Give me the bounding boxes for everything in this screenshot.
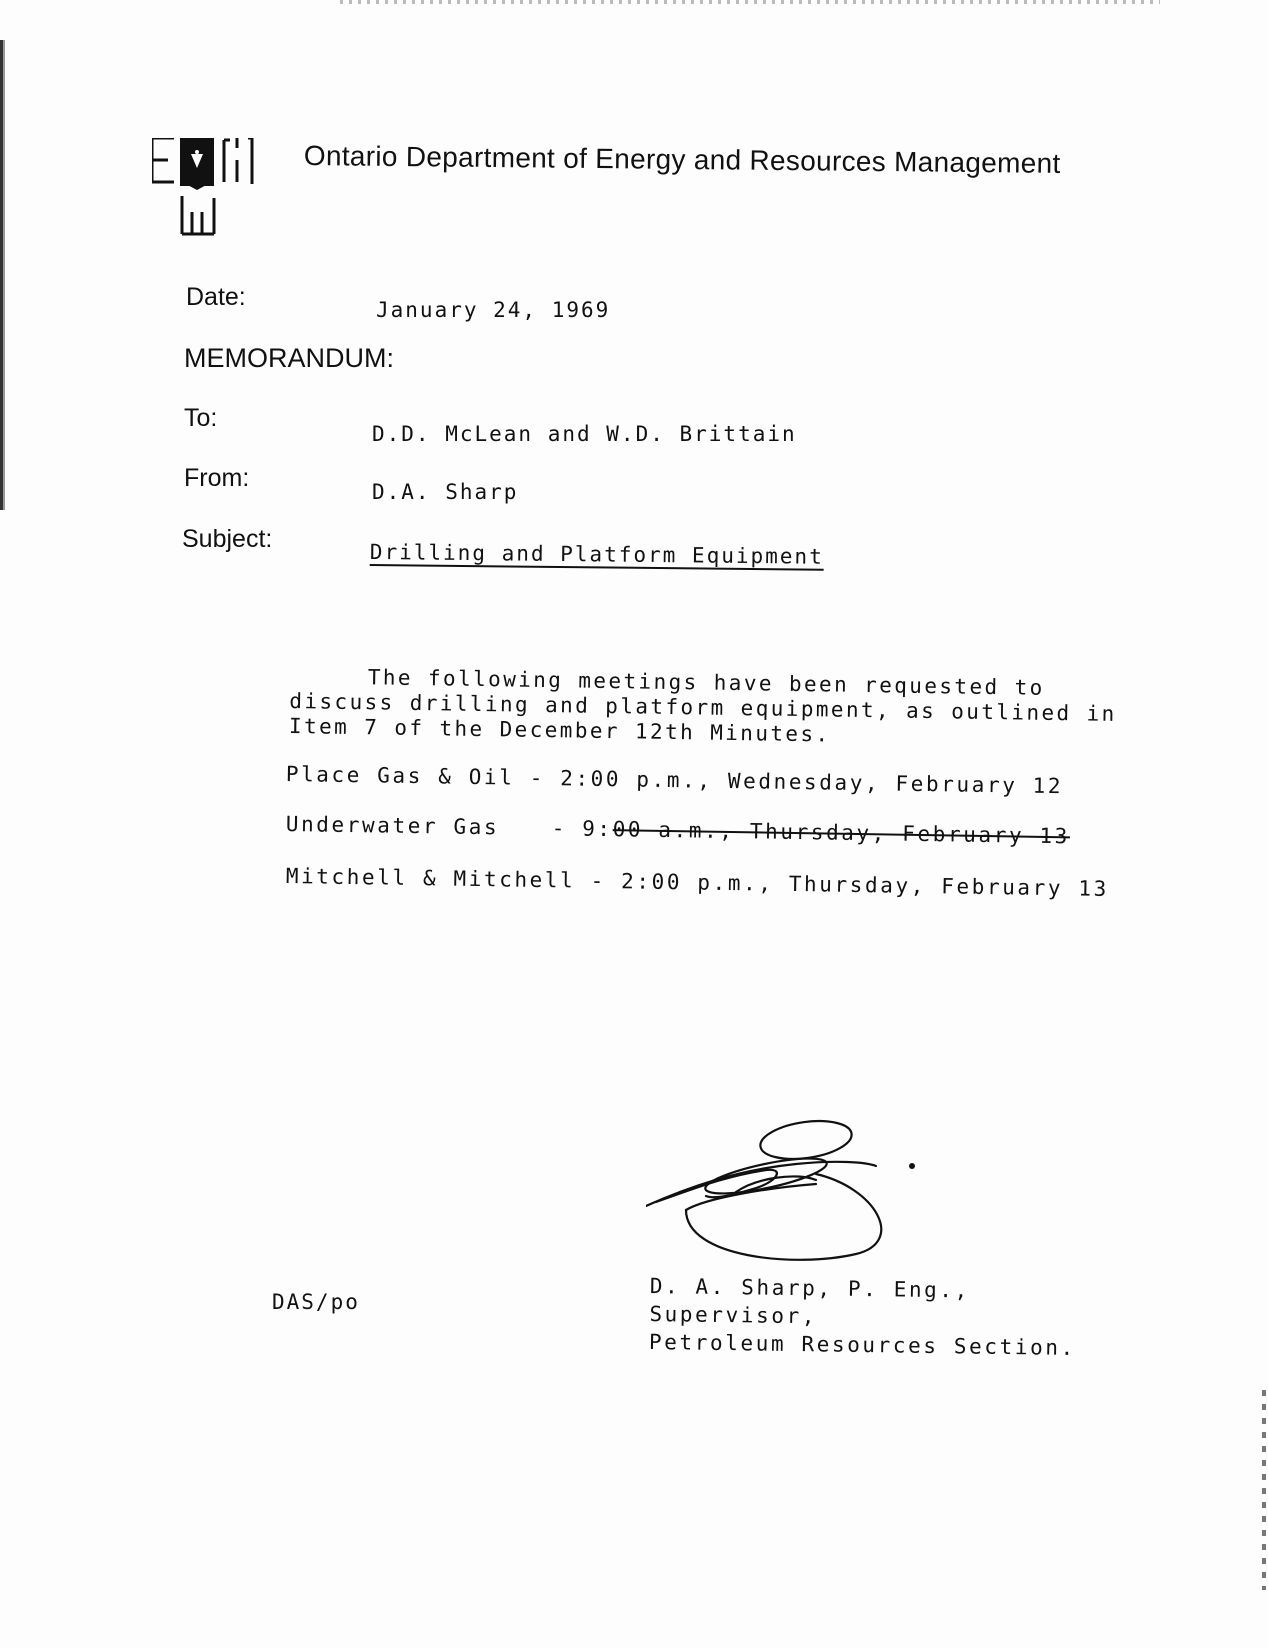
subject-label: Subject: [182,525,273,553]
department-name: Ontario Department of Energy and Resources Management [303,140,1061,179]
meeting-org: Place Gas & Oil [285,762,515,790]
to-value: D.D. McLean and W.D. Brittain [372,422,797,446]
date-label: Date: [186,283,246,311]
handwritten-signature-icon [646,1118,946,1278]
meeting-separator: - [529,765,546,791]
to-label: To: [184,404,218,432]
scan-artifact-left [0,40,10,510]
meeting-row [286,864,1109,901]
meeting-time-struck: 00 a.m., Thursday, February 13 [612,817,1071,849]
reference-initials: DAS/po [272,1290,360,1314]
ontario-trillium-logo-icon [152,138,262,238]
body-paragraph [289,664,1140,752]
scan-artifact-top [340,0,1160,4]
meeting-separator: - [551,816,568,841]
signer-name: D. A. Sharp, P. Eng., [649,1273,971,1303]
from-label: From: [184,464,250,492]
date-value: January 24, 1969 [376,298,611,322]
meeting-org: Underwater Gas [285,812,500,840]
scan-artifact-right [1262,1390,1266,1590]
meeting-row [286,762,1064,798]
meeting-time: 2:00 p.m., Wednesday, February 12 [559,766,1064,799]
meeting-time: 9: [581,816,613,842]
signature-block [649,1272,1077,1362]
meeting-org: Mitchell & Mitchell [285,864,576,893]
meeting-separator: - [590,868,607,894]
subject-value: Drilling and Platform Equipment [369,540,824,569]
body-paragraph-text: The following meetings have been requested to discuss drilling and platform equipment, as outlined in Item 7 of the December 12th Minutes. [288,665,1117,747]
meeting-row [286,812,1070,848]
meeting-time: 2:00 p.m., Thursday, February 13 [620,869,1110,901]
from-value: D.A. Sharp [372,480,519,504]
signer-title: Supervisor, [649,1301,818,1329]
signer-section: Petroleum Resources Section. [648,1329,1076,1360]
memorandum-heading: MEMORANDUM: [184,343,394,373]
